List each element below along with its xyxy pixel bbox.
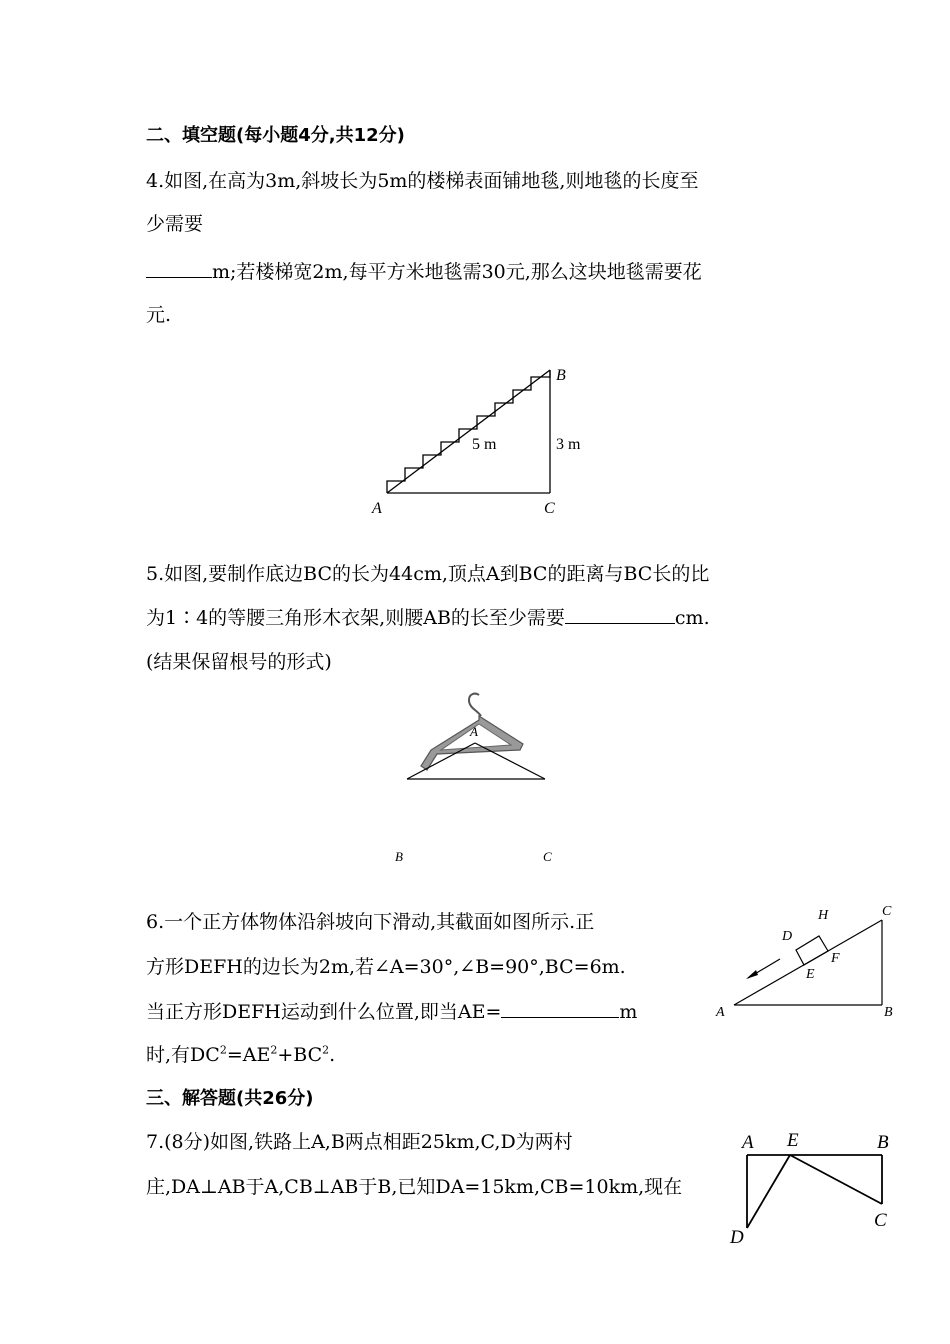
slope-figure — [712, 900, 907, 1025]
answer-blank-q4-length[interactable] — [146, 259, 212, 278]
q6-line3-unit: m — [619, 1001, 638, 1023]
stair-label-b: B — [556, 367, 566, 384]
stair-label-height: 3 m — [556, 436, 581, 453]
slope-label-d: D — [782, 929, 793, 944]
rail-label-a: A — [742, 1132, 754, 1153]
railway-figure — [722, 1125, 907, 1250]
slope-label-f: F — [831, 951, 840, 966]
hanger-label-b: B — [395, 849, 403, 864]
rail-label-c: C — [874, 1210, 887, 1231]
staircase-figure — [360, 360, 590, 525]
q4-line2: 少需要 — [146, 213, 204, 235]
rail-label-d: D — [730, 1227, 744, 1248]
section-heading-fill-in: 二、填空题(每小题4分,共12分) — [146, 125, 405, 146]
slope-label-b: B — [884, 1005, 893, 1020]
rail-label-e: E — [787, 1130, 799, 1151]
q5-line3: (结果保留根号的形式) — [146, 651, 332, 673]
q6-line3 — [146, 999, 637, 1024]
hanger-label-a: A — [470, 724, 478, 739]
answer-blank-q6[interactable] — [501, 999, 619, 1018]
stair-label-slope: 5 m — [472, 436, 497, 453]
q5-line2-text: 为1∶4的等腰三角形木衣架,则腰AB的长至少需要 — [146, 607, 565, 629]
slope-label-h: H — [818, 908, 829, 923]
slope-label-e: E — [806, 967, 815, 982]
q4-line3-text: m;若楼梯宽2m,每平方米地毯需30元,那么这块地毯需要花 — [212, 261, 702, 283]
q5-line2-unit: cm. — [674, 607, 710, 629]
q6-line4: 时,有$DC^2=AE^2+BC^2$. — [146, 1043, 336, 1066]
q6-line3-text: 当正方形DEFH运动到什么位置,即当AE= — [146, 1001, 502, 1023]
q5-line1: 5.如图,要制作底边BC的长为44cm,顶点A到BC的距离与BC长的比 — [146, 563, 710, 585]
slope-label-c: C — [882, 904, 892, 919]
hanger-label-c: C — [543, 849, 552, 864]
stair-label-c: C — [544, 500, 555, 517]
rail-label-b: B — [877, 1132, 889, 1153]
answer-blank-q5[interactable] — [565, 605, 675, 624]
q4-line3 — [146, 259, 702, 284]
stair-label-a: A — [372, 500, 382, 517]
q4-line1: 4.如图,在高为3m,斜坡长为5m的楼梯表面铺地毯,则地毯的长度至 — [146, 170, 699, 192]
q7-line1: 7.(8分)如图,铁路上A,B两点相距25km,C,D为两村 — [146, 1131, 573, 1153]
slope-label-a: A — [716, 1005, 725, 1020]
q4-line4: 元. — [146, 304, 172, 326]
q6-line2: 方形DEFH的边长为2m,若∠A=30°,∠B=90°,BC=6m. — [146, 956, 626, 978]
section-heading-solutions: 三、解答题(共26分) — [146, 1088, 314, 1109]
q7-line2: 庄,DA⊥AB于A,CB⊥AB于B,已知DA=15km,CB=10km,现在 — [146, 1176, 683, 1198]
hanger-figure — [385, 690, 575, 865]
q6-line1: 6.一个正方体物体沿斜坡向下滑动,其截面如图所示.正 — [146, 911, 595, 933]
q5-line2 — [146, 605, 710, 630]
